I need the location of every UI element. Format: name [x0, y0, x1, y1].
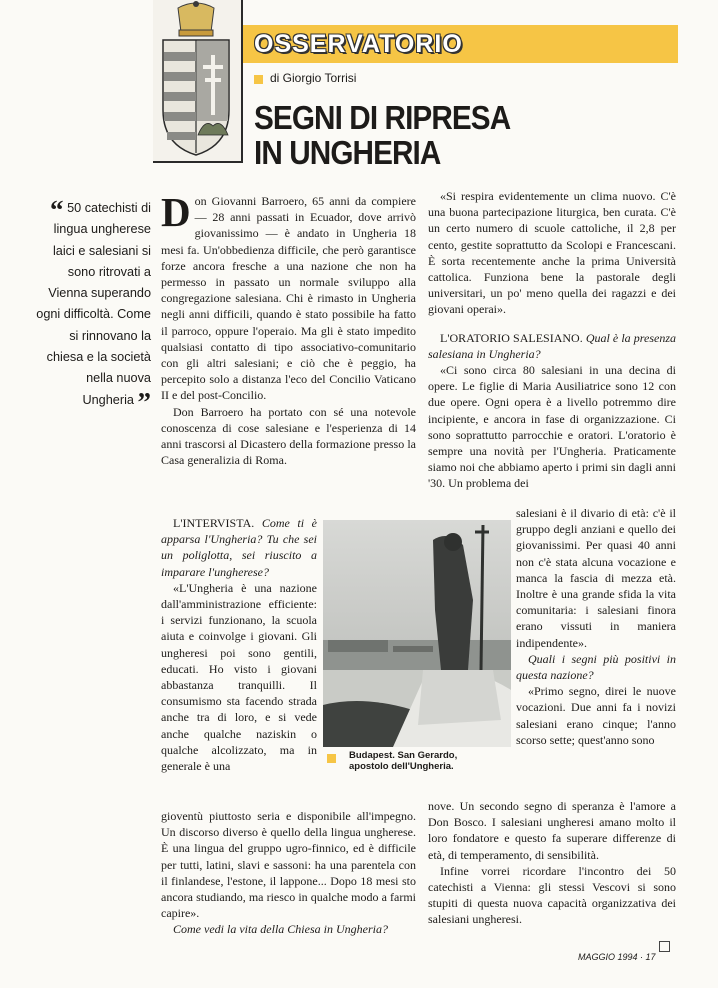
photo-caption: Budapest. San Gerardo, apostolo dell'Ungheria.: [349, 750, 458, 772]
paragraph-text: on Giovanni Barroero, 65 anni da compiere — 28 anni passati in Ecuador, dove arrivò giovanissimo — è andato in Ungheria 18 mesi fa. Un'obbedienza difficile, che però garantisce forze ancora fresche a una nazione che non ha permesso in passato un normale sviluppo alla congregazione salesiana. Chi è rimasto in Ungheria negli anni difficili, quando è stato possibile ha fatto il parroco, oppure l'operaio. Ma gli è stato impedito qualsiasi contatto di tipo associativo-comunitario con gli altri salesiani; e ciò che è peggio, ha percepito solo a distanza l'eco del Concilio Vaticano II e del post-Concilio.: [161, 194, 416, 403]
paragraph: «Ci sono circa 80 salesiani in una decina di opere. Le figlie di Maria Ausiliatrice sono 12 con due opere. Ogni opera è a livello potremmo dire incipiente, e ancora in fase di organizzazione. Ci sono soprattutto parrocchie e oratori. L'oratorio è sempre una novità per l'Ungheria. Praticamente siamo noi che abbiamo aperto i primi sin dagli anni '30. Un problema dei: [428, 363, 676, 491]
page-footer: MAGGIO 1994 · 17: [578, 952, 656, 962]
paragraph: nove. Un secondo segno di speranza è l'amore a Don Bosco. I salesiani ungheresi amano molto il loro fondatore e questo fa superare differenze di età, di temperamento, di sensibilità.: [428, 799, 676, 862]
subheading: [428, 330, 676, 362]
close-quote-mark: ”: [137, 386, 151, 417]
drop-cap: D: [161, 189, 191, 235]
headline-line-2: IN UNGHERIA: [254, 134, 441, 171]
subheading-label: L'ORATORIO SALESIANO.: [440, 330, 583, 345]
byline: di Giorgio Torrisi: [270, 71, 357, 85]
article-column-1: [161, 189, 416, 468]
question: [161, 921, 416, 937]
article-column-3: [161, 515, 317, 774]
question-text: Come vedi la vita della Chiesa in Ungheria?: [173, 922, 388, 937]
caption-marker: [327, 754, 336, 763]
question-text: Quali i segni più positivi in questa nazione?: [516, 651, 676, 683]
paragraph: «Primo segno, direi le nuove vocazioni. Due anni fa i novizi salesiani erano cinque; l'anno scorso sette; quest'anno sono: [516, 684, 676, 747]
open-quote-mark: “: [50, 195, 64, 225]
article-column-4-continued: [428, 798, 676, 928]
pull-quote-text: 50 catechisti di lingua ungherese laici e salesiani si sono ritrovati a Vienna superando ogni difficoltà. Come si rinnovano la chiesa e la società nella nuova Ungheria: [36, 201, 151, 407]
byline-marker: [254, 75, 263, 84]
article-column-4: [516, 505, 676, 748]
section-title: OSSERVATORIO: [254, 30, 463, 58]
subheading: [161, 515, 317, 580]
paragraph: salesiani è il divario di età: c'è il gruppo degli anziani e quello dei giovanissimi. Per quasi 40 anni non c'è stata alcuna vocazione e manca la fascia di mezza età. Inoltre è una grande sfida la vita comunitaria: i salesiani finora erano vissuti in maniera indipendente».: [516, 506, 676, 650]
subheading-label: L'INTERVISTA.: [173, 516, 255, 530]
subheading-question: Come ti è apparsa l'Ungheria? Tu che sei un poliglotta, sei riuscito a imparare l'ungherese?: [161, 516, 317, 579]
paragraph: [161, 189, 416, 404]
paragraph: Don Barroero ha portato con sé una notevole conoscenza di cose salesiane e l'esperienza di 14 anni trascorsi al Dicastero della formazione presso la Casa generalizia di Roma.: [161, 404, 416, 468]
subheading-question: Qual è la presenza salesiana in Ungheria?: [428, 330, 676, 361]
coat-of-arms-icon: [153, 0, 243, 163]
article-column-3-continued: [161, 808, 416, 938]
paragraph: «L'Ungheria è una nazione dall'amministrazione efficiente: i servizi funzionano, la scuola aiuta e coinvolge i giovani. Gli ungheresi poi sono gentili, educati. Ho visto i giovani abbastanza tranquilli. Il consumismo sta facendo strada anche tra di loro, e si vede anche qualche naziskin o qualche alcolizzato, ma in generale è una: [161, 580, 317, 774]
article-column-2: [428, 188, 676, 492]
headline: [254, 100, 632, 170]
end-of-article-icon: [659, 941, 670, 952]
paragraph: «Si respira evidentemente un clima nuovo. C'è una buona partecipazione liturgica, ben curata. C'è un certo numero di scuole cattoliche, il 2,8 per cento, gestite soprattutto da Scolopi e Francescani. È sorta recentemente anche la prima Università cattolica. Funziona bene la pastorale degli universitari, un po' meno quella dei ragazzi e dei giovani operai».: [428, 189, 676, 317]
question: [516, 651, 676, 683]
paragraph: Infine vorrei ricordare l'incontro dei 50 catechisti a Vienna: gli stessi Vescovi si sono stupiti di questa nuova capacità organizzativa dei salesiani ungheresi.: [428, 863, 676, 927]
paragraph: gioventù piuttosto seria e disponibile all'impegno. Un discorso diverso è quello della lingua ungherese. È una lingua del gruppo ugro-finnico, ed è difficile per tutti, latini, slavi e sassoni: ha una parentela con il finlandese, l'estone, il lappone... Dopo 18 mesi sto ancora studiando, ma riesco in qualche modo a farmi capire».: [161, 809, 416, 921]
headline-line-1: SEGNI DI RIPRESA: [254, 99, 511, 136]
pull-quote: [36, 195, 151, 417]
photo-san-gerardo: [323, 520, 511, 747]
